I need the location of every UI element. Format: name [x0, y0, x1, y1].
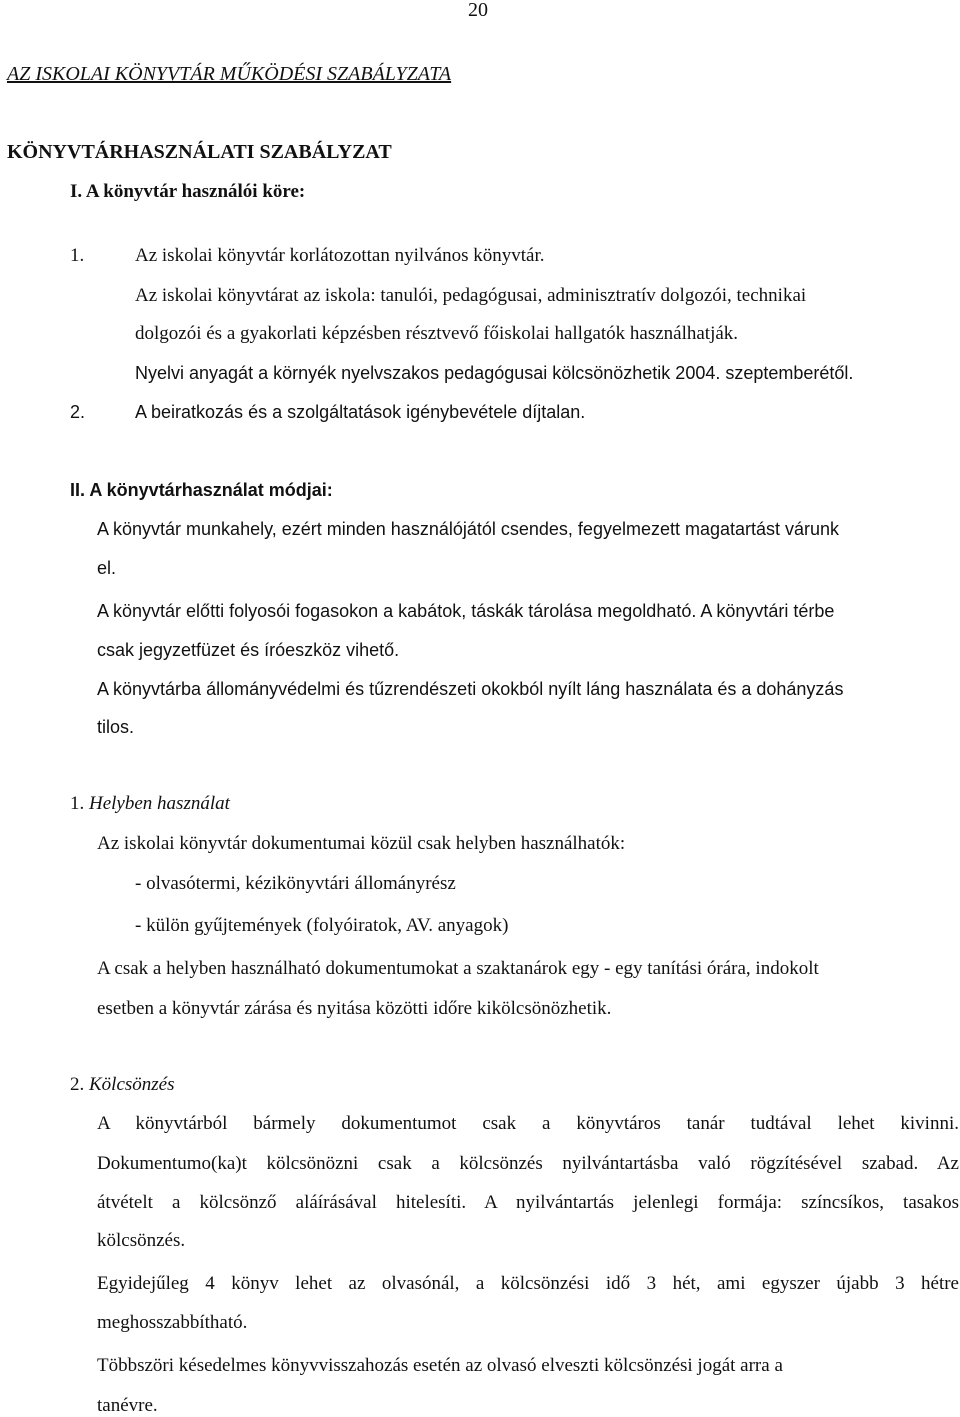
section-2-paragraph-2-line-1: A könyvtár előtti folyosói fogasokon a kabátok, táskák tárolása megoldható. A könyvtári térbe	[97, 601, 835, 621]
kolcsonzes-paragraph-1-line-1: A könyvtárból bármely dokumentumot csak a könyvtáros tanár tudtával lehet kivinni.	[97, 1113, 959, 1134]
section-1-item-2-number: 2.	[70, 402, 86, 422]
section-2-heading: II. A könyvtárhasználat módjai:	[70, 480, 333, 500]
helyben-list-item-1: - olvasótermi, kézikönyvtári állományrész	[135, 873, 456, 894]
kolcsonzes-heading-text: Kölcsönzés	[89, 1074, 175, 1095]
kolcsonzes-paragraph-2-line-1: Egyidejűleg 4 könyv lehet az olvasónál, a kölcsönzési idő 3 hét, ami egyszer újabb 3 hétre	[97, 1273, 959, 1294]
section-2-paragraph-3-line-2: tilos.	[97, 717, 135, 737]
section-2-paragraph-1-line-2: el.	[97, 558, 117, 578]
kolcsonzes-heading	[70, 1075, 175, 1094]
section-1-item-1-text: Az iskolai könyvtár korlátozottan nyilvános könyvtár.	[135, 245, 545, 266]
helyben-heading-text: Helyben használat	[89, 793, 230, 814]
kolcsonzes-paragraph-1-line-2: Dokumentumo(ka)t kölcsönözni csak a kölcsönzés nyilvántartásba való rögzítésével szabad. Az	[97, 1153, 959, 1174]
section-2-paragraph-3-line-1: A könyvtárba állományvédelmi és tűzrendészeti okokból nyílt láng használata és a dohányzás	[97, 679, 844, 699]
section-2-paragraph-1-line-1: A könyvtár munkahely, ezért minden használójától csendes, fegyelmezett magatartást várunk	[97, 519, 840, 539]
kolcsonzes-heading-number: 2.	[70, 1074, 85, 1095]
kolcsonzes-paragraph-1-line-4: kölcsönzés.	[97, 1230, 186, 1251]
helyben-heading	[70, 794, 230, 813]
kolcsonzes-paragraph-1-line-3: átvételt a kölcsönző aláírásával hitelesíti. A nyilvántartás jelenlegi formája: színcsíkos, tasakos	[97, 1192, 959, 1213]
kolcsonzes-paragraph-2-line-2: meghosszabbítható.	[97, 1312, 248, 1333]
kolcsonzes-paragraph-3-line-2: tanévre.	[97, 1395, 158, 1416]
helyben-intro: Az iskolai könyvtár dokumentumai közül csak helyben használhatók:	[97, 833, 626, 854]
section-1-item-1-line-3: dolgozói és a gyakorlati képzésben résztvevő főiskolai hallgatók használhatják.	[135, 323, 739, 344]
section-1-item-1-line-4: Nyelvi anyagát a környék nyelvszakos pedagógusai kölcsönözhetik 2004. szeptemberétől.	[135, 363, 854, 383]
helyben-paragraph-line-1: A csak a helyben használható dokumentumokat a szaktanárok egy - egy tanítási órára, indokolt	[97, 958, 819, 979]
section-1-item-1-number: 1.	[70, 245, 85, 266]
helyben-list-item-2: - külön gyűjtemények (folyóiratok, AV. anyagok)	[135, 915, 509, 936]
regulation-subtitle: KÖNYVTÁRHASZNÁLATI SZABÁLYZAT	[7, 141, 392, 163]
page-number: 20	[468, 0, 488, 21]
helyben-paragraph-line-2: esetben a könyvtár zárása és nyitása közötti időre kikölcsönözhetik.	[97, 998, 612, 1019]
document-title: AZ ISKOLAI KÖNYVTÁR MŰKÖDÉSI SZABÁLYZATA	[7, 63, 452, 85]
section-1-item-1-line-2: Az iskolai könyvtárat az iskola: tanulói, pedagógusai, adminisztratív dolgozói, technikai	[135, 285, 807, 306]
kolcsonzes-paragraph-3-line-1: Többszöri késedelmes könyvvisszahozás esetén az olvasó elveszti kölcsönzési jogát arra a	[97, 1355, 783, 1376]
section-1-item-2-text: A beiratkozás és a szolgáltatások igénybevétele díjtalan.	[135, 402, 586, 422]
section-2-paragraph-2-line-2: csak jegyzetfüzet és íróeszköz vihető.	[97, 640, 400, 660]
section-1-heading: I. A könyvtár használói köre:	[70, 181, 306, 202]
helyben-heading-number: 1.	[70, 793, 85, 814]
